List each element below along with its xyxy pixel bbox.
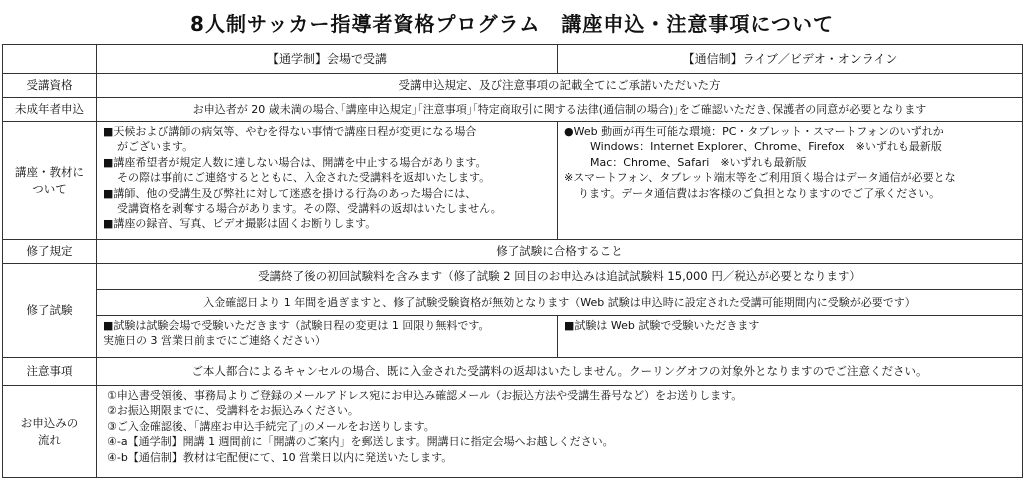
online-mac-line: Mac：Chrome、Safari ※いずれも最新版 <box>590 155 807 169</box>
course-row <box>3 122 1023 240</box>
course-note-1: ■天候および講師の病気等、やむを得ない事情で講座日程が変更になる場合 <box>103 125 477 138</box>
flow-steps <box>97 386 1023 478</box>
completion-rule-label: 修了規定 <box>3 240 97 264</box>
online-env-line: ●Web 動画が再生可能な環境：PC・タブレット・スマートフォンのいずれか <box>564 125 944 138</box>
minor-label: 未成年者申込 <box>3 98 97 122</box>
eligibility-row <box>3 74 1023 98</box>
course-note-2: ■講座希望者が規定人数に達しない場合は、開講を中止する場合があります。 <box>103 155 487 169</box>
header-school-cell: 【通学制】会場で受講 <box>97 45 558 74</box>
flow-step-1: ①申込書受領後、事務局よりご登録のメールアドレス宛にお申込み確認メール（お振込方法や受講生番号など）をお送りします。 <box>107 389 743 402</box>
course-label-line2: ついて <box>32 181 67 196</box>
flow-row <box>3 386 1023 478</box>
caution-label: 注意事項 <box>3 358 97 386</box>
eligibility-text: 受講申込規定、及び注意事項の記載全てにご承諾いただいた方 <box>97 74 1023 98</box>
exam-row-3 <box>3 316 1023 358</box>
completion-rule-row <box>3 240 1023 264</box>
flow-step-3: ③ご入金確認後、｢講座お申込手続完了｣のメールをお送りします。 <box>107 419 435 433</box>
minor-row <box>3 98 1023 122</box>
caution-text: ご本人都合によるキャンセルの場合、既に入金された受講料の返却はいたしません。クーリングオフの対象外となりますのでご注意ください。 <box>97 358 1023 386</box>
course-online-notes <box>558 122 1023 240</box>
course-label-line1: 講座・教材に <box>15 165 84 180</box>
flow-step-4b: ④-b【通信制】教材は宅配便にて、10 営業日以内に発送いたします。 <box>107 450 453 464</box>
exam-fee-text: 受講終了後の初回試験料を含みます（修了試験 2 回目のお申込みは追試試験料 15,000 円／税込が必要となります） <box>97 264 1023 290</box>
exam-row-2 <box>3 290 1023 316</box>
online-data-note-b: ります。データ通信費はお客様のご負担となりますのでご了承ください。 <box>578 186 941 200</box>
info-table <box>2 44 1023 478</box>
course-note-1b: がございます。 <box>117 140 194 154</box>
course-note-2b: その際は事前にご連絡するとともに、入金された受講料を返却いたします。 <box>117 171 491 185</box>
minor-text: お申込者が 20 歳未満の場合､｢講座申込規定｣｢注意事項｣｢特定商取引に関する法律(通信制の場合)｣をご確認いただき､保護者の同意が必要となります <box>97 98 1023 122</box>
exam-school-note <box>97 316 558 358</box>
course-school-notes <box>97 122 558 240</box>
online-data-note: ※スマートフォン、タブレット端末等をご利用頂く場合はデータ通信が必要とな <box>564 171 956 185</box>
course-label <box>3 122 97 240</box>
flow-step-2: ②お振込期限までに、受講料をお振込みください。 <box>107 404 359 418</box>
page-title: 8人制サッカー指導者資格プログラム 講座申込・注意事項について <box>190 11 834 36</box>
flow-label <box>3 386 97 478</box>
exam-online-note: ■試験は Web 試験で受験いただきます <box>558 316 1023 358</box>
exam-school-note-b: 実施日の 3 営業日前までにご連絡ください） <box>103 334 326 348</box>
exam-row-1 <box>3 264 1023 290</box>
caution-row <box>3 358 1023 386</box>
course-note-4: ■講座の録音、写真、ビデオ撮影は固くお断りします。 <box>103 217 377 231</box>
online-windows-line: Windows：Internet Explorer、Chrome、Firefox ※いずれも最新版 <box>590 140 942 154</box>
flow-step-4a: ④-a【通学制】開講 1 週間前に「開講のご案内」を郵送します。開講日に指定会場へお越しください。 <box>107 435 614 449</box>
exam-label: 修了試験 <box>3 264 97 358</box>
course-note-3b: 受講資格を剥奪する場合があります。その際、受講料の返却はいたしません。 <box>117 201 502 215</box>
exam-validity-text: 入金確認日より 1 年間を過ぎますと、修了試験受験資格が無効となります（Web 試験は申込時に設定された受講可能期間内に受験が必要です） <box>97 290 1023 316</box>
flow-label-line2: 流れ <box>38 432 61 447</box>
header-online-cell: 【通信制】ライブ／ビデオ・オンライン <box>558 45 1023 74</box>
flow-label-line1: お申込みの <box>20 416 79 431</box>
completion-rule-text: 修了試験に合格すること <box>97 240 1023 264</box>
exam-school-note-a: ■試験は試験会場で受験いただきます（試験日程の変更は 1 回限り無料です。 <box>103 319 490 332</box>
course-note-3: ■講師、他の受講生及び弊社に対して迷惑を掛ける行為のあった場合には、 <box>103 186 477 200</box>
eligibility-label: 受講資格 <box>3 74 97 98</box>
header-row <box>3 45 1023 74</box>
header-empty-cell <box>3 45 97 74</box>
